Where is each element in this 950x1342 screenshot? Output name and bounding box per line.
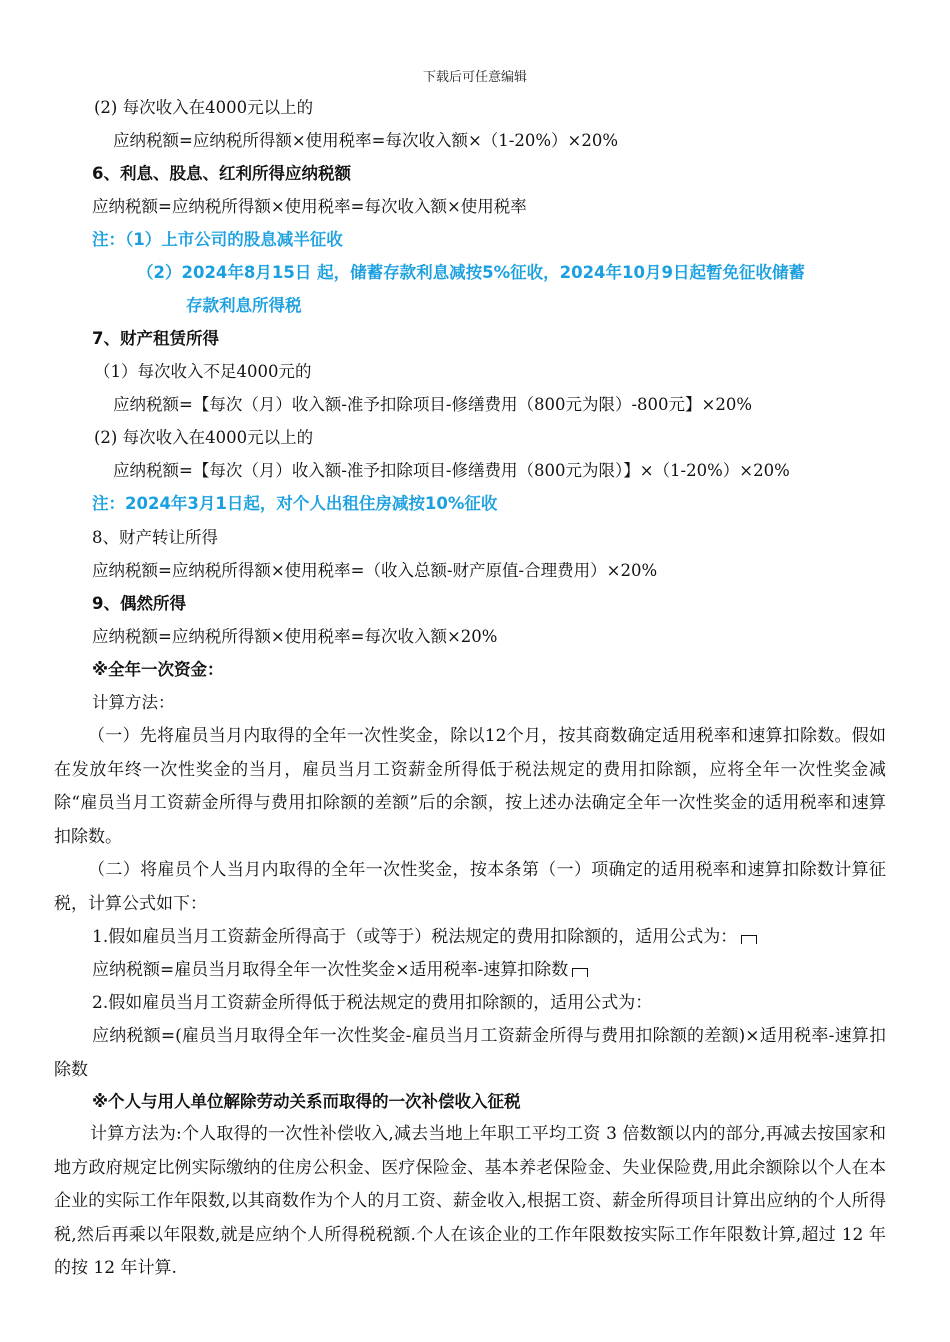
section-heading-incidental: 9、偶然所得 (92, 594, 186, 613)
line-income-above-4000: (2) 每次收入在4000元以上的 (94, 98, 314, 117)
line-income-above-4000: (2) 每次收入在4000元以上的 (94, 428, 314, 447)
format-mark-icon (572, 968, 588, 977)
formula-line: 应纳税额=【每次（月）收入额-准予扣除项目-修缮费用（800元为限）】×（1-20%）×20% (113, 461, 790, 480)
section-heading-transfer: 8、财产转让所得 (92, 528, 218, 547)
note-line: （2）2024年8月15日 起，储蓄存款利息减按5%征收，2024年10月9日起暂免征收储蓄 (137, 263, 805, 282)
page-header: 下载后可任意编辑 (422, 70, 527, 85)
section-heading-annual-bonus: ※全年一次资金： (92, 660, 224, 679)
section-heading-severance: ※个人与用人单位解除劳动关系而取得的一次补偿收入征税 (92, 1092, 521, 1111)
formula-line: 应纳税额=应纳税所得额×使用税率=每次收入额×20% (92, 627, 498, 646)
case-one-line (92, 926, 757, 948)
section-heading-rental: 7、财产租赁所得 (92, 329, 219, 348)
paragraph-step-one: （一）先将雇员当月内取得的全年一次性奖金，除以12个月，按其商数确定适用税率和速算扣除数。假如在发放年终一次性奖金的当月，雇员当月工资薪金所得低于税法规定的费用扣除额，应将全年一次性奖金减除“雇员当月工资薪金所得与费用扣除额的差额”后的余额，按上述办法确定全年一次性奖金的适用税率和速算扣除数。 (54, 726, 886, 847)
paragraph-formula-two: 应纳税额=(雇员当月取得全年一次性奖金-雇员当月工资薪金所得与费用扣除额的差额)×适用税率-速算扣除数 (54, 1026, 886, 1080)
paragraph-severance: 计算方法为:个人取得的一次性补偿收入,减去当地上年职工平均工资 3 倍数额以内的部分,再减去按国家和地方政府规定比例实际缴纳的住房公积金、医疗保险金、基本养老保险金、失业保险费,用此余额除以个人在本企业的实际工作年限数,以其商数作为个人的月工资、薪金收入,根据工资、薪金所得项目计算出应纳的个人所得税,然后再乘以年限数,就是应纳个人所得税税额.个人在该企业的工作年限数按实际工作年限数计算,超过 12 年的按 12 年计算. (54, 1124, 886, 1278)
formula-line: 应纳税额=【每次（月）收入额-准予扣除项目-修缮费用（800元为限）-800元】×20% (113, 395, 753, 414)
note-line: 存款利息所得税 (186, 296, 302, 315)
line-income-below-4000: （1）每次收入不足4000元的 (94, 362, 312, 381)
method-label: 计算方法： (92, 693, 175, 712)
note-line: 注：（1）上市公司的股息减半征收 (92, 230, 343, 249)
formula-line: 应纳税额=应纳税所得额×使用税率=（收入总额-财产原值-合理费用）×20% (92, 561, 658, 580)
case-one-text: 1.假如雇员当月工资薪金所得高于（或等于）税法规定的费用扣除额的，适用公式为： (92, 927, 738, 947)
note-line: 注：2024年3月1日起，对个人出租住房减按10%征收 (92, 494, 498, 513)
section-heading-interest: 6、利息、股息、红利所得应纳税额 (92, 164, 351, 183)
formula-line: 应纳税额=应纳税所得额×使用税率=每次收入额×使用税率 (92, 197, 527, 216)
paragraph-step-two: （二）将雇员个人当月内取得的全年一次性奖金，按本条第（一）项确定的适用税率和速算扣除数计算征税，计算公式如下： (54, 860, 886, 914)
formula-line: 应纳税额=应纳税所得额×使用税率=每次收入额×（1-20%）×20% (113, 131, 619, 150)
formula-text: 应纳税额=雇员当月取得全年一次性奖金×适用税率-速算扣除数 (92, 960, 569, 980)
format-mark-icon (741, 935, 757, 944)
formula-line (92, 959, 588, 981)
case-two-line: 2.假如雇员当月工资薪金所得低于税法规定的费用扣除额的，适用公式为： (92, 993, 653, 1013)
